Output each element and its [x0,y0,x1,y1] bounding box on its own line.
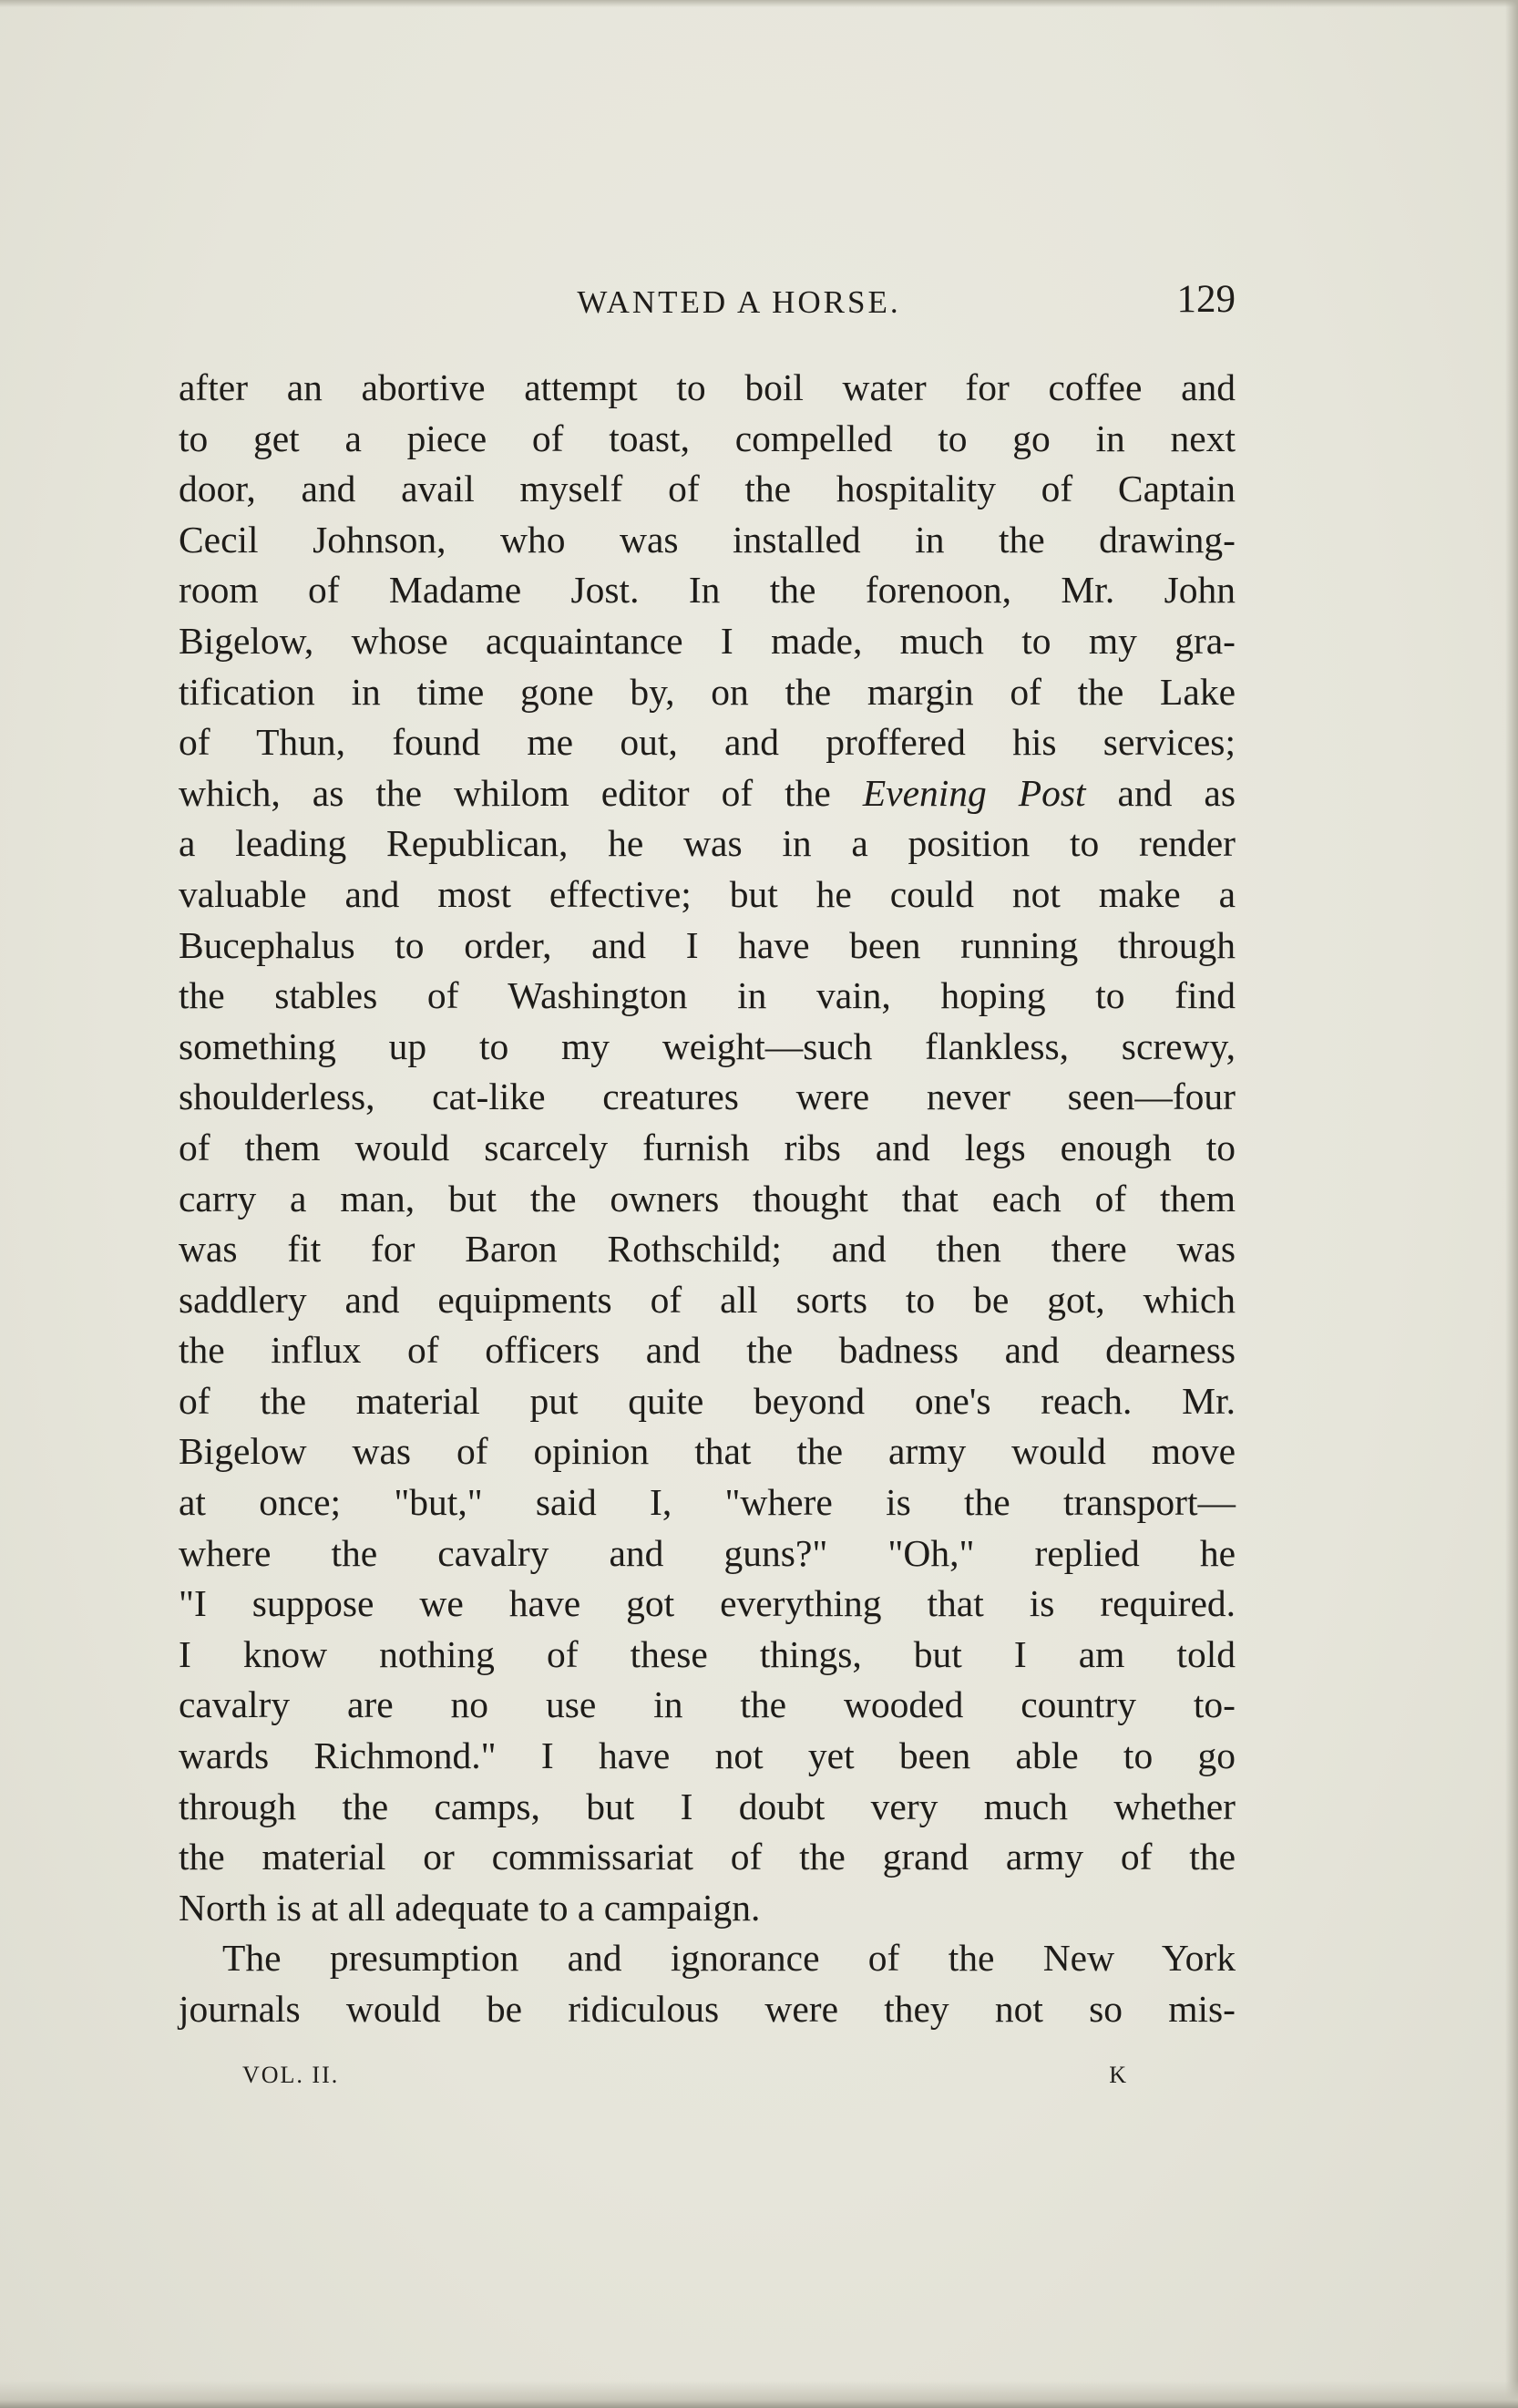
text-line: room of Madame Jost. In the forenoon, Mr. John [179,569,1236,612]
text-line: something up to my weight—such flankless, screwy, [179,1024,1236,1067]
page-right-edge [1505,0,1518,2408]
text-line: shoulderless, cat-like creatures were never seen—four [179,1075,1236,1118]
paragraph-start-line: The presumption and ignorance of the New York [222,1937,1236,1980]
page-number: 129 [1176,278,1236,321]
volume-signature: VOL. II. [242,2062,340,2088]
text-line: cavalry are no use in the wooded country to- [179,1683,1236,1726]
page-header [179,277,1236,332]
page-footer [179,2056,1236,2093]
text-line: the material or commissariat of the grand army of the [179,1836,1236,1878]
text-line: journals would be ridiculous were they not so mis- [179,1988,1236,2030]
text-line: Bigelow was of opinion that the army would move [179,1430,1236,1473]
text-line: after an abortive attempt to boil water for coffee and [179,366,1236,408]
text-line: where the cavalry and guns?" "Oh," replied he [179,1531,1236,1574]
text-line: of Thun, found me out, and proffered his services; [179,721,1236,764]
page-top-edge [0,0,1518,7]
text-line: saddlery and equipments of all sorts to be got, which [179,1278,1236,1321]
text-line: at once; "but," said I, "where is the transport— [179,1481,1236,1524]
text-line: was fit for Baron Rothschild; and then there was [179,1228,1236,1271]
text-line: Cecil Johnson, who was installed in the drawing- [179,518,1236,561]
text-line: the stables of Washington in vain, hoping to find [179,974,1236,1017]
text-line: "I suppose we have got everything that is required. [179,1582,1236,1625]
text-line: tification in time gone by, on the margin of the Lake [179,670,1236,713]
text-line: through the camps, but I doubt very much whether [179,1785,1236,1827]
text-line: valuable and most effective; but he could not make a [179,872,1236,915]
text-line: I know nothing of these things, but I am told [179,1632,1236,1675]
page-bottom-edge [0,2381,1518,2408]
text-line: the influx of officers and the badness and dearness [179,1329,1236,1372]
text-line: to get a piece of toast, compelled to go in next [179,417,1236,459]
sheet-signature: K [1109,2062,1126,2088]
text-line: a leading Republican, he was in a position to render [179,822,1236,865]
text-line: which, as the whilom editor of the Evening Post and as [179,771,1236,814]
text-line: Bigelow, whose acquaintance I made, much to my gra- [179,619,1236,662]
text-line: of them would scarcely furnish ribs and legs enough to [179,1126,1236,1168]
text-line: Bucephalus to order, and I have been running through [179,923,1236,966]
text-line: door, and avail myself of the hospitality of Captain [179,468,1236,510]
paragraph-end-line: North is at all adequate to a campaign. [179,1886,761,1929]
running-title: WANTED A HORSE. [577,284,901,320]
newspaper-title: Evening Post [862,771,1086,814]
text-line: wards Richmond." I have not yet been able to go [179,1734,1236,1777]
text-line: carry a man, but the owners thought that each of them [179,1177,1236,1219]
text-line: of the material put quite beyond one's reach. Mr. [179,1379,1236,1422]
body-text [179,363,1236,2035]
